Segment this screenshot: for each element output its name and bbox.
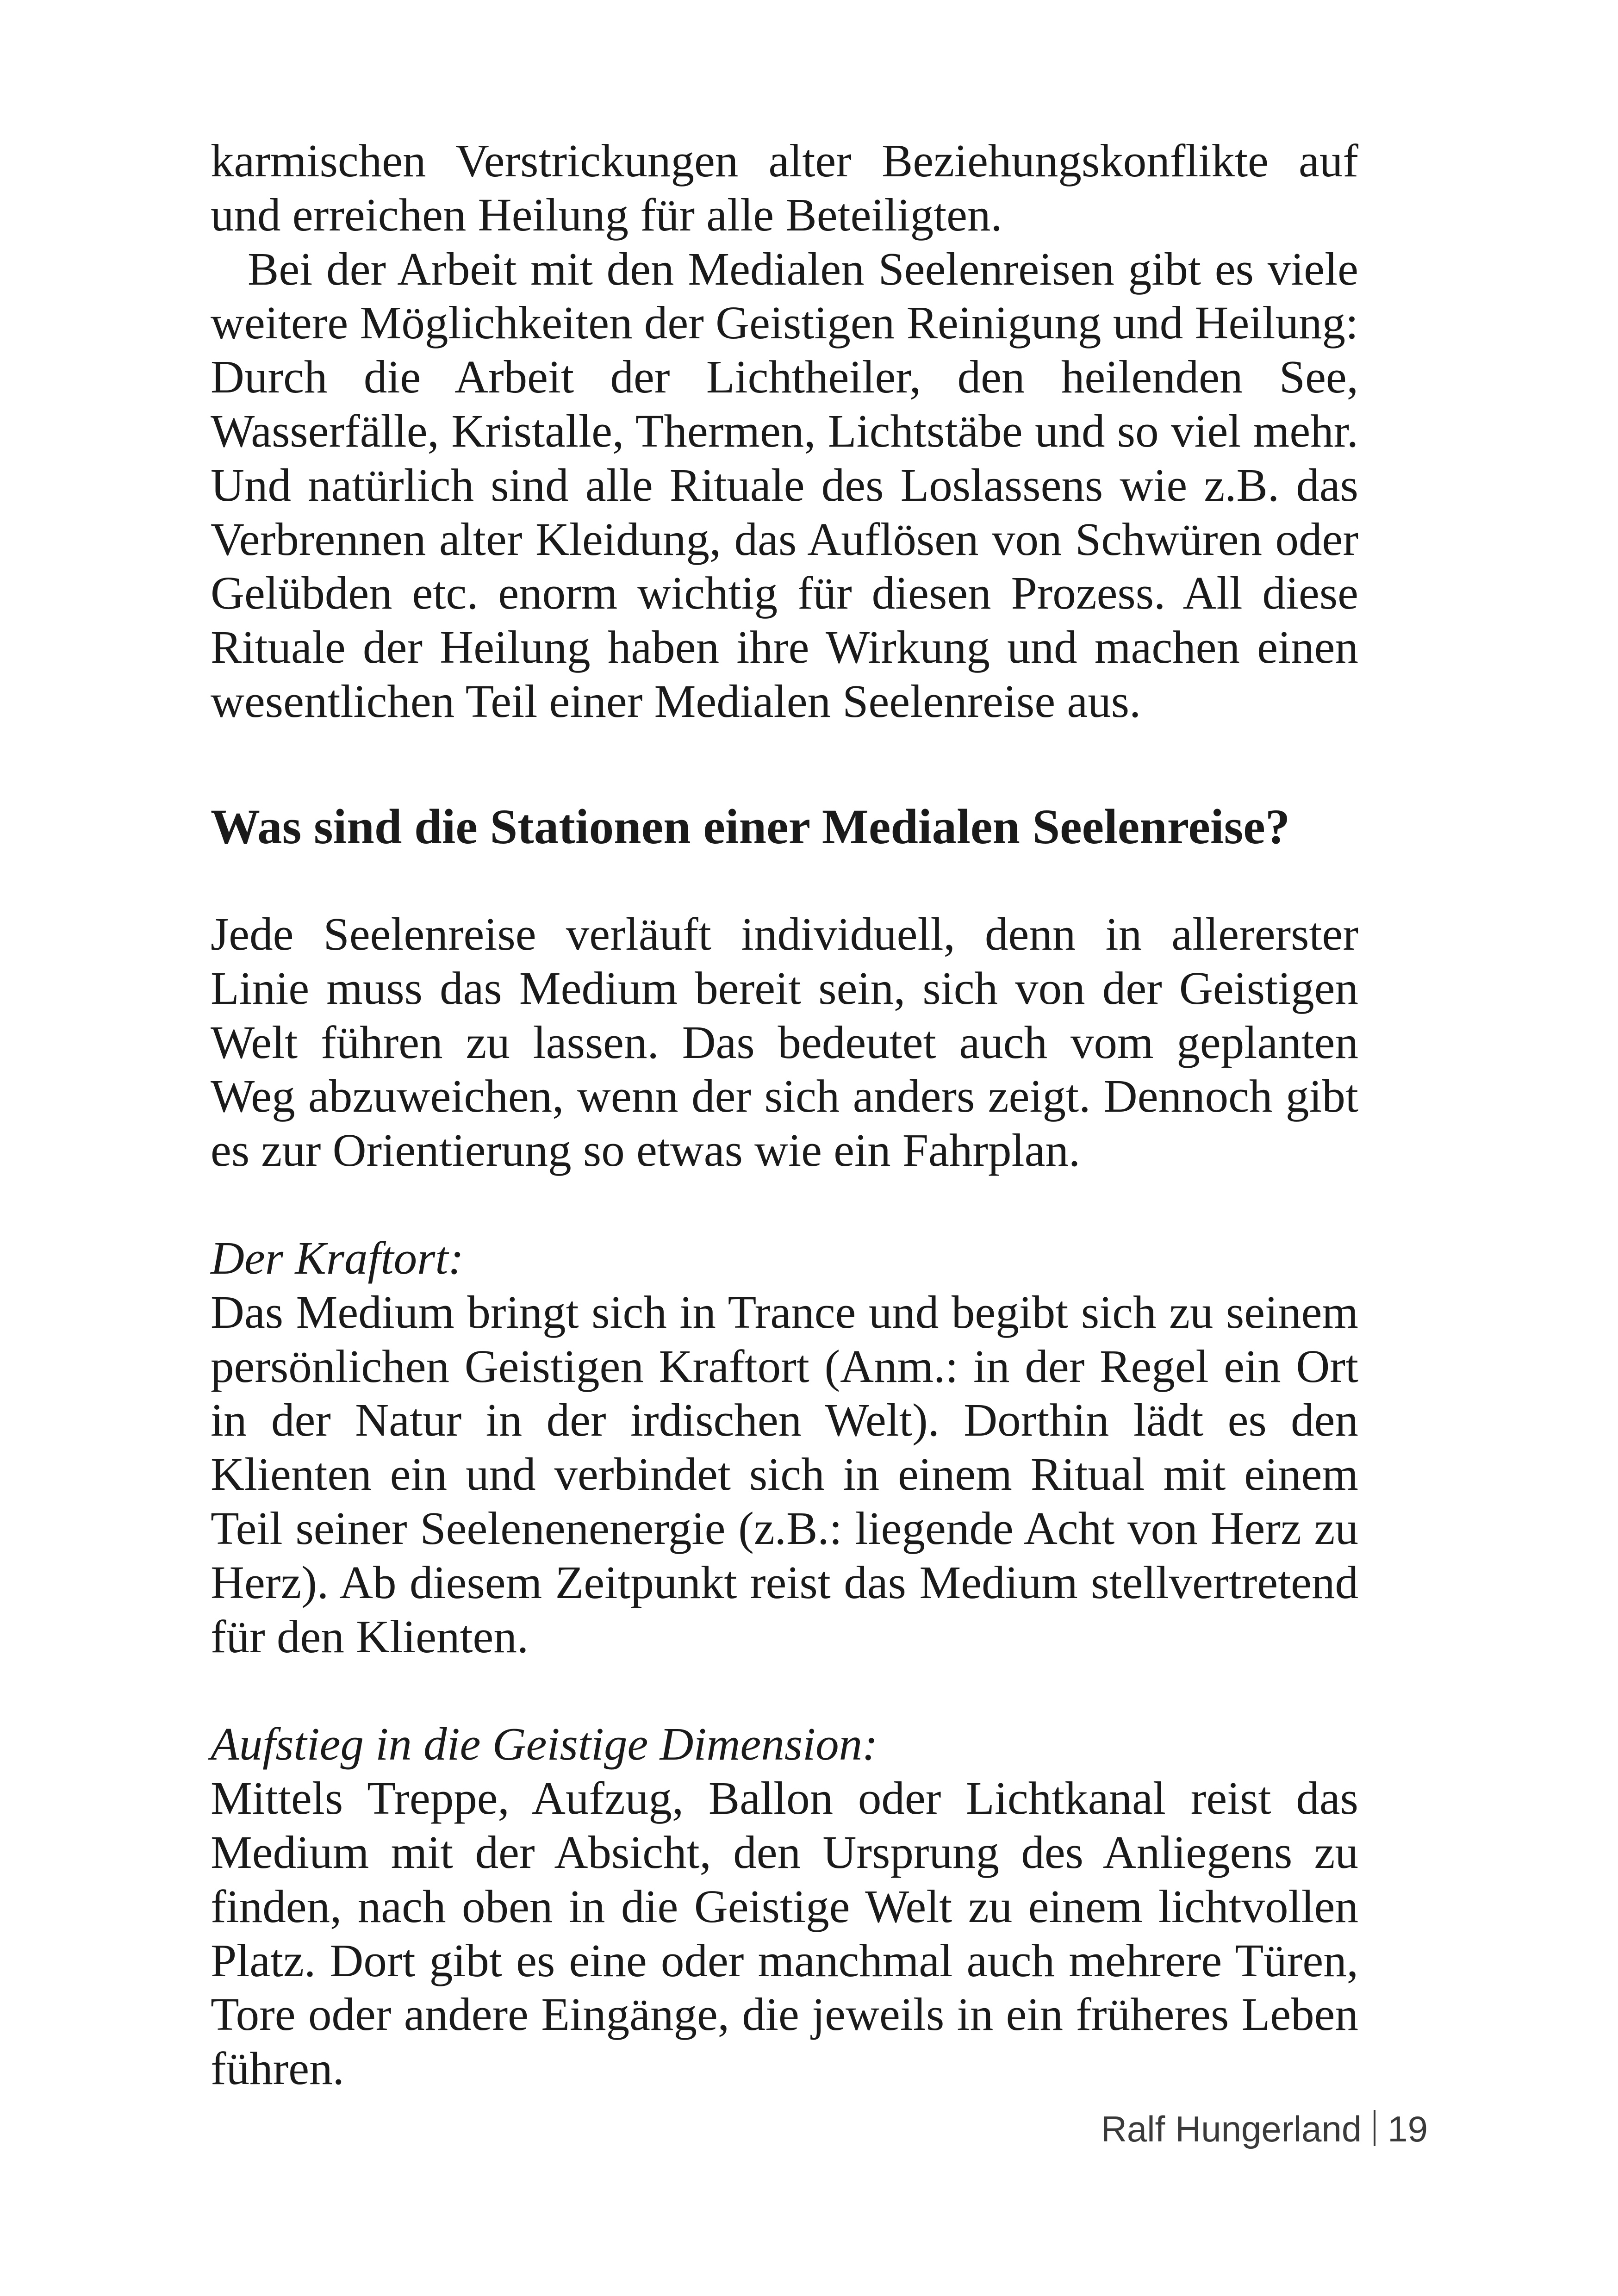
section-body <box>211 907 1358 2096</box>
section-heading: Was sind die Stationen einer Medialen Seelenreise? <box>211 800 1290 854</box>
paragraph-healing-possibilities: Bei der Arbeit mit den Medialen Seelenreisen gibt es viele weitere Möglichkeiten der Geistigen Reinigung und Heilung: Durch die Arbeit der Lichtheiler, den heilenden See, Wasserfälle, Kristalle, Thermen, Lichtstäbe und so viel mehr. Und natürlich sind alle Rituale des Loslassens wie z.B. das Verbrennen alter Kleidung, das Auflösen von Schwüren oder Gelübden etc. enorm wichtig für diesen Prozess. All diese Rituale der Heilung haben ihre Wirkung und machen einen wesentlichen Teil einer Medialen Seelenreise aus. <box>211 243 1358 727</box>
footer-separator <box>1374 2110 1375 2146</box>
paragraph-aufstieg: Mittels Treppe, Aufzug, Ballon oder Lichtkanal reist das Medium mit der Absicht, den Ursprung des Anliegens zu finden, nach oben in die Geistige Welt zu einem lichtvollen Platz. Dort gibt es eine oder manchmal auch mehrere Türen, Tore oder andere Eingänge, die jeweils in ein früheres Leben führen. <box>211 1772 1358 2095</box>
paragraph-karmic-entanglements: karmischen Verstrickungen alter Beziehungskonflikte auf und erreichen Heilung für alle Beteiligten. <box>211 135 1358 241</box>
paragraph-kraftort: Das Medium bringt sich in Trance und begibt sich zu seinem persönlichen Geistigen Kraftort (Anm.: in der Regel ein Ort in der Natur in der irdischen Welt). Dorthin lädt es den Klienten ein und verbindet sich in einem Ritual mit einem Teil seiner Seelenenenergie (z.B.: liegende Acht von Herz zu Herz). Ab diesem Zeitpunkt reist das Medium stellvertretend für den Klienten. <box>211 1286 1358 1662</box>
author-name: Ralf Hungerland <box>1101 2109 1362 2149</box>
intro-text <box>211 134 1358 728</box>
subheading-aufstieg: Aufstieg in die Geistige Dimension: <box>211 1718 878 1770</box>
page-footer <box>1064 2106 1428 2152</box>
subheading-kraftort: Der Kraftort: <box>211 1232 464 1284</box>
paragraph-individual-journey: Jede Seelenreise verläuft individuell, denn in allererster Linie muss das Medium bereit sein, sich von der Geistigen Welt führen zu lassen. Das bedeutet auch vom geplanten Weg abzuweichen, wenn der sich anders zeigt. Dennoch gibt es zur Orientierung so etwas wie ein Fahrplan. <box>211 908 1358 1176</box>
page-number: 19 <box>1388 2109 1428 2149</box>
